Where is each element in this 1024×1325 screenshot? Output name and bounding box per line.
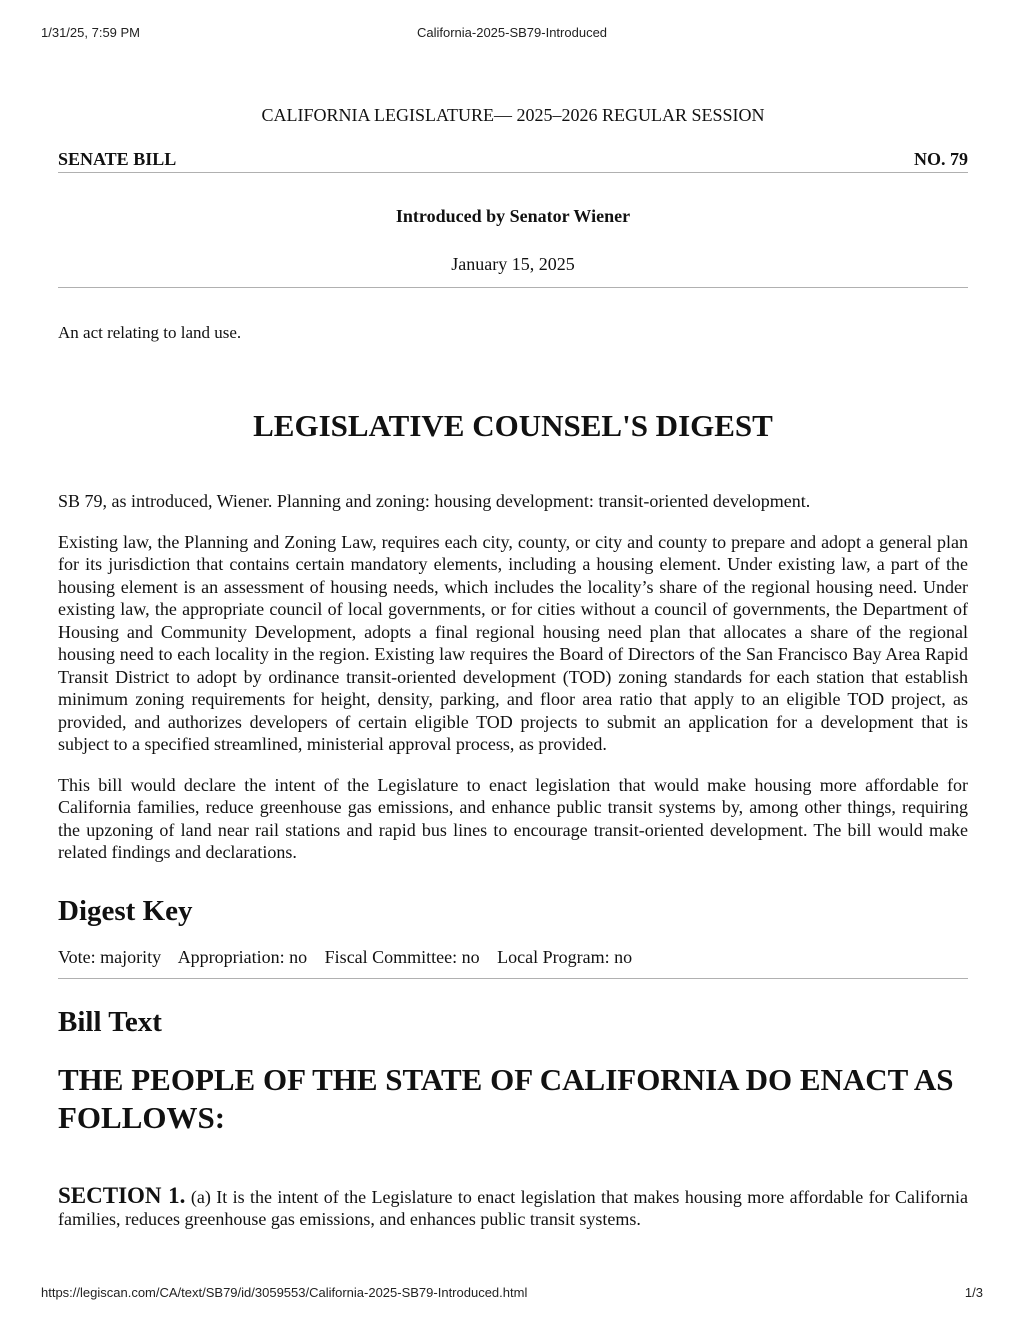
digest-title: LEGISLATIVE COUNSEL'S DIGEST: [253, 408, 773, 443]
bill-document: [58, 100, 968, 1231]
bill-number: NO. 79: [914, 149, 968, 169]
digest-paragraph: Existing law, the Planning and Zoning Law, requires each city, county, or city and county to prepare and adopt a general plan for its jurisdiction that contains certain mandatory elements, including a housing element. Under existing law, a part of the housing element is an assessment of housing needs, which includes the locality’s share of the regional housing need. Under existing law, the appropriate council of local governments, or for cities without a council of governments, the Department of Housing and Community Development, adopts a final regional housing need plan that allocates a share of the regional housing need to each locality in the region. Existing law requires the Board of Directors of the San Francisco Bay Area Rapid Transit District to adopt by ordinance transit-oriented development (TOD) zoning standards for each station that establish minimum zoning requirements for height, density, parking, and floor area ratio that apply to an eligible TOD project, as provided, and authorizes developers of certain eligible TOD projects to submit an application for a development that is subject to a specified streamlined, ministerial approval process, as provided.: [58, 531, 968, 754]
section-1-label: SECTION 1.: [58, 1182, 186, 1208]
digest-key-vote: Vote: majority: [58, 946, 162, 967]
digest-key-row: [58, 946, 968, 968]
print-doc-title: California-2025-SB79-Introduced: [416, 25, 608, 40]
print-datetime: 1/31/25, 7:59 PM: [41, 25, 141, 40]
divider: [58, 287, 968, 288]
digest-key-fiscal-committee: Fiscal Committee: no: [324, 946, 480, 967]
digest-key-title: Digest Key: [58, 894, 193, 927]
print-header: [0, 25, 1024, 43]
section-1-text: (a) It is the intent of the Legislature to enact legislation that makes housing more affordable for California families, reduces greenhouse gas emissions, and enhances public transit systems.: [58, 1186, 968, 1229]
digest-summary: SB 79, as introduced, Wiener. Planning and zoning: housing development: transit-oriented development.: [58, 491, 811, 511]
digest-key-local-program: Local Program: no: [497, 946, 633, 967]
session-heading: CALIFORNIA LEGISLATURE— 2025–2026 REGULAR SESSION: [261, 105, 765, 125]
section-1: [58, 1182, 968, 1231]
print-url: https://legiscan.com/CA/text/SB79/id/3059553/California-2025-SB79-Introduced.html: [41, 1285, 528, 1300]
digest-key-appropriation: Appropriation: no: [177, 946, 308, 967]
introduction-date: January 15, 2025: [451, 254, 575, 274]
print-footer: [0, 1285, 1024, 1303]
bill-identifier-row: [58, 148, 968, 173]
introduced-by: Introduced by Senator Wiener: [395, 206, 631, 226]
digest-paragraph: This bill would declare the intent of the Legislature to enact legislation that would make housing more affordable for California families, reduce greenhouse gas emissions, and enhance public transit systems by, among other things, requiring the upzoning of land near rail stations and rapid bus lines to encourage transit-oriented development. The bill would make related findings and declarations.: [58, 774, 968, 862]
bill-text-title: Bill Text: [58, 1005, 162, 1038]
print-page-number: 1/3: [964, 1285, 983, 1300]
divider: [58, 978, 968, 979]
enacting-clause: THE PEOPLE OF THE STATE OF CALIFORNIA DO ENACT AS FOLLOWS:: [58, 1061, 954, 1135]
act-description: An act relating to land use.: [58, 323, 242, 342]
bill-type: SENATE BILL: [58, 149, 177, 169]
